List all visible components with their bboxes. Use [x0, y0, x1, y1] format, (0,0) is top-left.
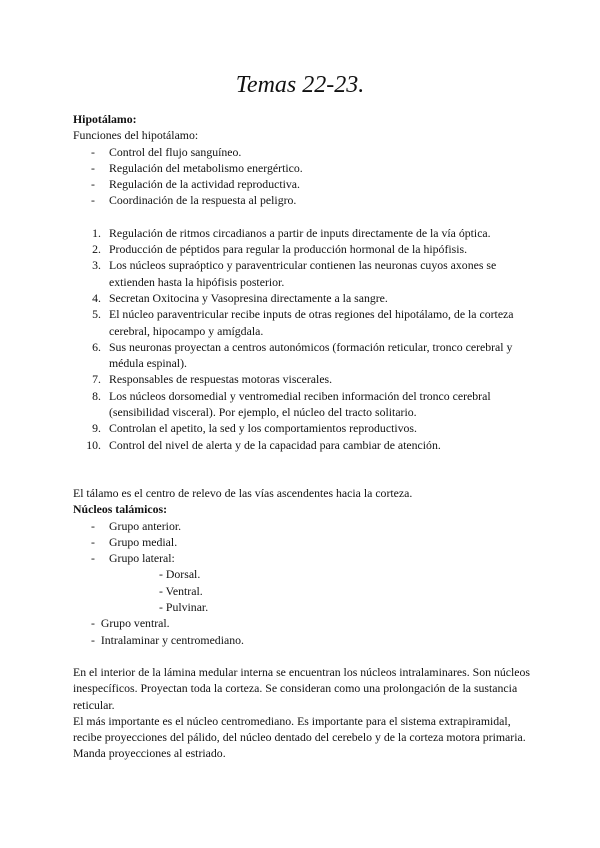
list-item: - Regulación de la actividad reproductiva. — [91, 177, 300, 192]
list-item: 7. Responsables de respuestas motoras viscerales. — [92, 372, 333, 387]
sub-list-item: - Dorsal. — [159, 567, 201, 582]
list-item: - Grupo ventral. — [91, 616, 170, 631]
list-item: 5. El núcleo paraventricular recibe inputs de otras regiones del hipotálamo, de la corteza cerebral, hipocampo y amígdala. — [92, 307, 514, 338]
section-intro-funciones: Funciones del hipotálamo: — [73, 128, 199, 143]
list-item: 10. Control del nivel de alerta y de la capacidad para cambiar de atención. — [86, 437, 441, 452]
list-item: - Grupo lateral: — [91, 551, 175, 566]
list-item: 4. Secretan Oxitocina y Vasopresina directamente a la sangre. — [92, 290, 388, 305]
list-item: - Grupo anterior. — [91, 518, 182, 533]
paragraph-centromediano: El más importante es el núcleo centromediano. Es importante para el sistema extrapiramidal, recibe proyecciones del pálido, del núcleo dentado del cerebelo y de la corteza motora primaria. Manda proyecciones al estriado. — [73, 713, 526, 761]
dash-list-nucleos — [73, 518, 533, 648]
sub-list-item: - Pulvinar. — [159, 600, 209, 615]
paragraph-intralaminares: En el interior de la lámina medular interna se encuentran los núcleos intralaminares. Son núcleos inespecíficos. Proyectan toda la corteza. Se consideran como una prolongación de la sustancia reticular. — [73, 664, 530, 712]
list-item: - Intralaminar y centromediano. — [91, 632, 244, 647]
list-item: 8. Los núcleos dorsomedial y ventromedial reciben información del tronco cerebral (sensibilidad visceral). Por ejemplo, el núcleo del tracto solitario. — [92, 388, 491, 420]
list-item: 2. Producción de péptidos para regular la producción hormonal de la hipófisis. — [92, 242, 468, 257]
list-item: - Regulación del metabolismo energértico. — [91, 160, 303, 175]
section-heading-hipotalamo: Hipotálamo: — [73, 112, 137, 126]
numbered-list-hipotalamo — [73, 225, 533, 453]
list-item: 3. Los núcleos supraóptico y paraventricular contienen las neuronas cuyos axones se extienden hasta la hipófisis posterior. — [92, 258, 497, 289]
dash-list-funciones — [73, 144, 533, 209]
list-item: 6. Sus neuronas proyectan a centros autonómicos (formación reticular, tronco cerebral y médula espinal). — [92, 339, 513, 371]
sub-list-item: - Ventral. — [159, 583, 203, 598]
list-item: - Control del flujo sanguíneo. — [91, 144, 242, 159]
list-item: - Coordinación de la respuesta al peligro. — [91, 193, 297, 208]
page-title: Temas 22-23. — [235, 72, 365, 98]
list-item: 1. Regulación de ritmos circadianos a partir de inputs directamente de la vía óptica. — [92, 225, 491, 240]
document-body — [73, 111, 533, 762]
list-item: - Grupo medial. — [91, 534, 178, 549]
list-item: 9. Controlan el apetito, la sed y los comportamientos reproductivos. — [92, 421, 417, 436]
section-heading-nucleos-talamicos: Núcleos talámicos: — [73, 502, 168, 517]
talamo-intro: El tálamo es el centro de relevo de las vías ascendentes hacia la corteza. — [73, 485, 413, 500]
